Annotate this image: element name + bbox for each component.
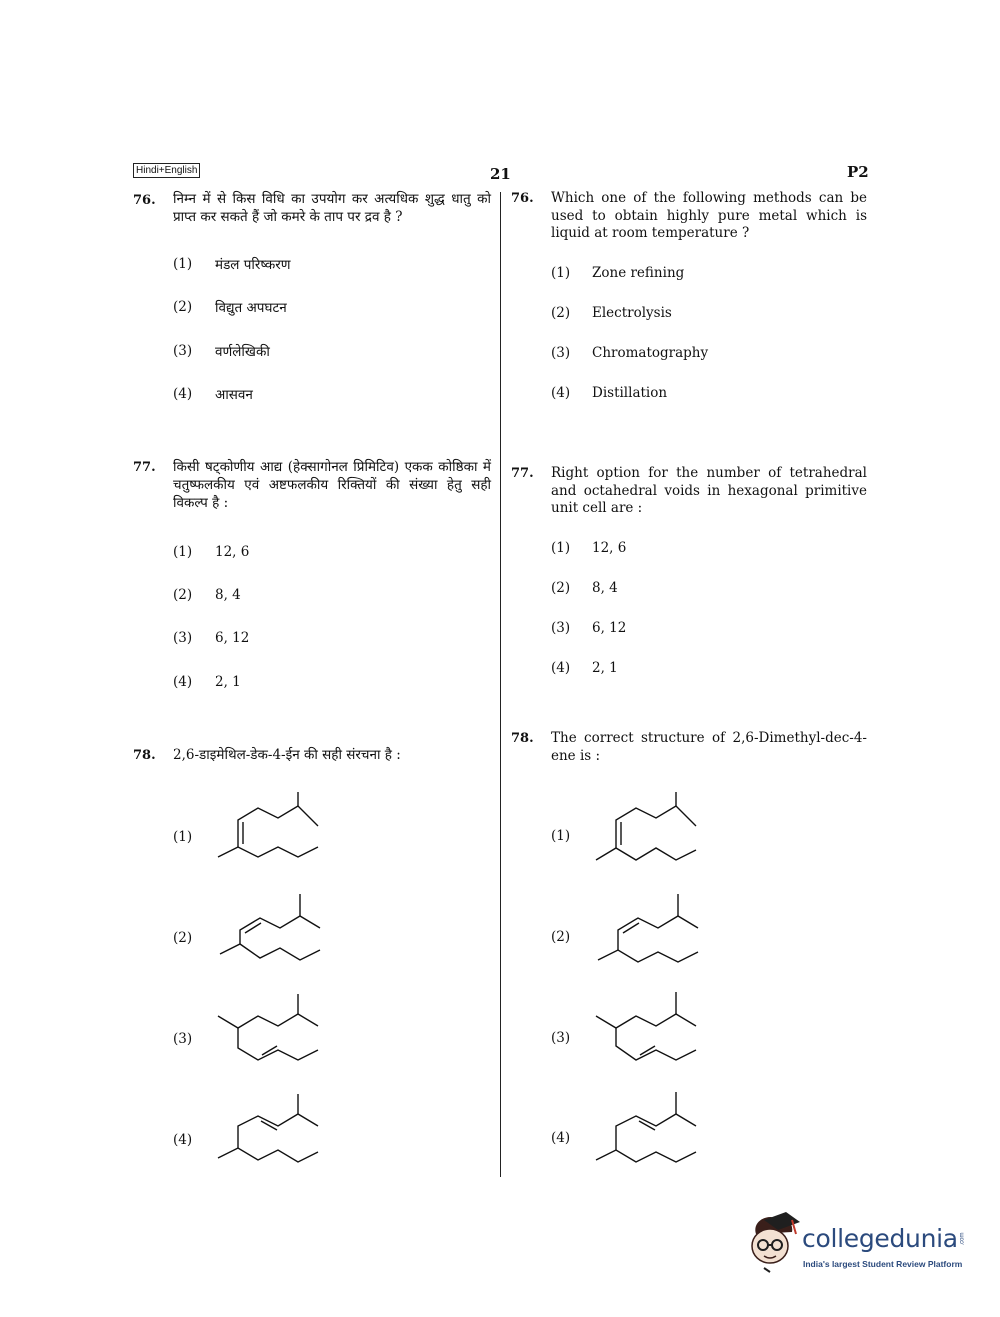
- hi-q76-opt2-text: विद्युत अपघटन: [215, 300, 287, 316]
- hi-q78-opt3-num: (3): [173, 1031, 193, 1047]
- language-tag: Hindi+English: [133, 163, 200, 178]
- hi-q77-text: किसी षट्कोणीय आद्य (हेक्सागोनल प्रिमिटिव) एकक कोष्ठिका में चतुष्फलकीय एवं अष्टफलकीय रिक्तियों की संख्या हेतु सही विकल्प है :: [173, 459, 491, 511]
- hi-q78-structure-2: [215, 888, 325, 968]
- en-q77-opt1-text: 12, 6: [592, 540, 627, 556]
- hi-q76-number: 76.: [133, 193, 156, 208]
- hi-q78-opt4-num: (4): [173, 1132, 193, 1148]
- hi-q77-opt4-num: (4): [173, 674, 193, 690]
- hi-q77-number: 77.: [133, 460, 156, 475]
- brand-name: collegedunia: [802, 1224, 958, 1253]
- hi-q78-number: 78.: [133, 748, 156, 763]
- en-q76-number: 76.: [511, 191, 534, 206]
- paper-code: P2: [847, 163, 869, 181]
- page-number: 21: [490, 165, 511, 183]
- en-q78-text: The correct structure of 2,6-Dimethyl-dec-4-ene is :: [551, 730, 867, 764]
- en-q76-opt3-text: Chromatography: [592, 345, 709, 361]
- hi-q77-opt3-text: 6, 12: [215, 630, 250, 646]
- hi-q76-opt1-text: मंडल परिष्करण: [215, 257, 291, 273]
- brand-tagline: India's largest Student Review Platform: [803, 1259, 963, 1269]
- hi-q76-opt4-text: आसवन: [215, 387, 253, 403]
- hi-q77-opt1-num: (1): [173, 544, 193, 560]
- en-q77-opt4-text: 2, 1: [592, 660, 618, 676]
- hi-q77-opt1-text: 12, 6: [215, 544, 250, 560]
- hi-q76-text: निम्न में से किस विधि का उपयोग कर अत्यधिक शुद्ध धातु को प्राप्त कर सकते हैं जो कमरे के ताप पर द्रव है ?: [173, 191, 491, 225]
- hi-q76-opt3-text: वर्णलेखिकी: [215, 344, 270, 360]
- en-q78-opt3-num: (3): [551, 1030, 571, 1046]
- en-q77-opt2-num: (2): [551, 580, 571, 596]
- en-q76-opt1-num: (1): [551, 265, 571, 281]
- en-q77-opt4-num: (4): [551, 660, 571, 676]
- hi-q78-opt1-num: (1): [173, 829, 193, 845]
- en-q78-number: 78.: [511, 731, 534, 746]
- hi-q78-structure-4: [215, 1090, 325, 1170]
- en-q76-opt3-num: (3): [551, 345, 571, 361]
- en-q76-opt4-text: Distillation: [592, 385, 668, 401]
- hi-q78-opt2-num: (2): [173, 930, 193, 946]
- en-q77-text: Right option for the number of tetrahedral and octahedral voids in hexagonal primitive unit cell are :: [551, 465, 867, 516]
- en-q76-opt2-text: Electrolysis: [592, 305, 672, 321]
- hi-q78-structure-1: [215, 792, 325, 867]
- column-divider: [500, 192, 501, 1177]
- en-q78-structure-2: [593, 888, 703, 968]
- hi-q77-opt3-num: (3): [173, 630, 193, 646]
- brand-suffix: .com: [959, 1232, 966, 1246]
- en-q77-opt2-text: 8, 4: [592, 580, 618, 596]
- hi-q76-opt3-num: (3): [173, 343, 193, 359]
- hi-q76-opt2-num: (2): [173, 299, 193, 315]
- en-q77-opt3-text: 6, 12: [592, 620, 627, 636]
- en-q78-opt2-num: (2): [551, 929, 571, 945]
- en-q78-structure-3: [593, 988, 703, 1068]
- en-q78-structure-4: [593, 1088, 703, 1168]
- hi-q77-opt2-num: (2): [173, 587, 193, 603]
- en-q78-opt1-num: (1): [551, 828, 571, 844]
- en-q76-opt2-num: (2): [551, 305, 571, 321]
- hi-q78-text: 2,6-डाइमेथिल-डेक-4-ईन की सही संरचना है :: [173, 747, 401, 763]
- en-q76-opt4-num: (4): [551, 385, 571, 401]
- hi-q77-opt2-text: 8, 4: [215, 587, 241, 603]
- hi-q78-structure-3: [215, 990, 325, 1070]
- en-q77-opt3-num: (3): [551, 620, 571, 636]
- en-q76-text: Which one of the following methods can be used to obtain highly pure metal which is liquid at room temperature ?: [551, 190, 867, 241]
- hi-q76-opt4-num: (4): [173, 386, 193, 402]
- en-q76-opt1-text: Zone refining: [592, 265, 685, 281]
- en-q78-structure-1: [593, 790, 703, 865]
- en-q77-opt1-num: (1): [551, 540, 571, 556]
- hi-q77-opt4-text: 2, 1: [215, 674, 241, 690]
- collegedunia-logo-icon: [742, 1212, 800, 1280]
- hi-q76-opt1-num: (1): [173, 256, 193, 272]
- en-q78-opt4-num: (4): [551, 1130, 571, 1146]
- en-q77-number: 77.: [511, 466, 534, 481]
